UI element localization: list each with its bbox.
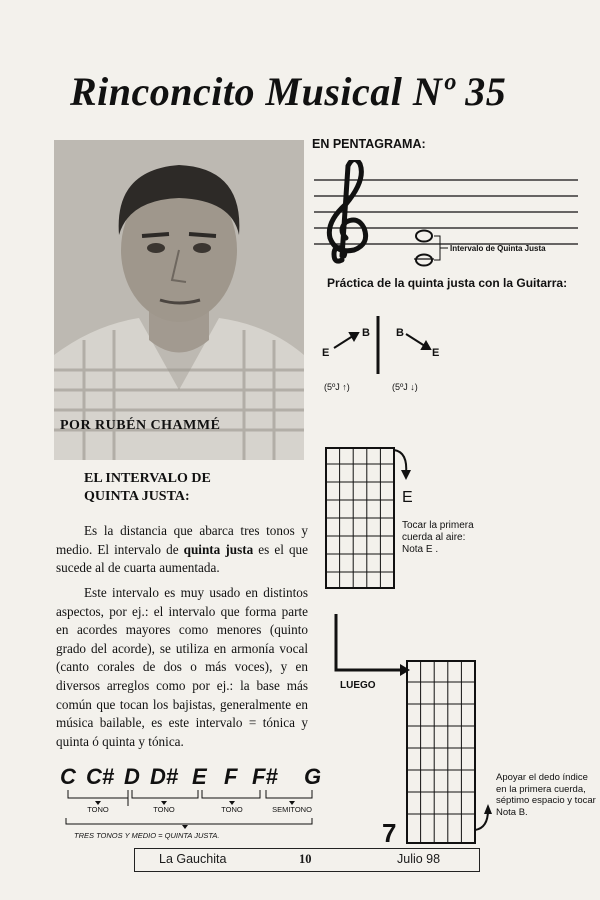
down-caption: (5ºJ ↓) bbox=[392, 382, 418, 392]
article-p1-start: Es la distancia que abarca tres tonos y medio. El intervalo de bbox=[56, 523, 308, 557]
instruction-1-line1: Tocar la primera bbox=[402, 520, 474, 531]
article-p1-bold: quinta justa bbox=[183, 541, 254, 557]
article-p2-text: Este intervalo es muy usado en distintos aspectos, por ej.: el intervalo que forma parte en acordes mayores como menores (quinto grado del acorde), se utiliza en armonía vocal (canto corales de dos o más voces), y en diversos arreglos como por ej.: la base más común que tocan los bajistas, generalmente en música bailable, es este intervalo = tónica y quinta ó quinta y tónica. bbox=[56, 585, 308, 749]
scale-note-g: G bbox=[304, 764, 322, 789]
footer-page-number: 10 bbox=[299, 852, 312, 866]
arrow-down-head-icon bbox=[422, 342, 430, 349]
instruction-2-line1: Apoyar el dedo índice bbox=[496, 772, 588, 783]
scale-step-1: TONO bbox=[87, 805, 109, 814]
interval-bracket bbox=[434, 236, 440, 260]
scale-step-3: TONO bbox=[221, 805, 243, 814]
scale-step-markers bbox=[95, 801, 295, 829]
down-to-note: E bbox=[432, 347, 440, 359]
scale-step-4: SEMITONO bbox=[272, 805, 312, 814]
fretboard-open-string bbox=[322, 444, 422, 594]
scale-note-d: D bbox=[124, 764, 140, 789]
scale-note-d-sharp: D# bbox=[150, 764, 179, 789]
scale-caption: TRES TONOS Y MEDIO = QUINTA JUSTA. bbox=[74, 831, 220, 840]
fret-number: 7 bbox=[382, 818, 397, 848]
instruction-1-line2: cuerda al aire: bbox=[402, 532, 466, 543]
pentagrama-label: EN PENTAGRAMA: bbox=[312, 137, 426, 151]
interval-arrows-diagram bbox=[318, 312, 458, 402]
scale-note-e: E bbox=[192, 764, 207, 789]
portrait-illustration bbox=[54, 140, 304, 460]
treble-clef-icon bbox=[329, 160, 365, 261]
article-paragraph-2 bbox=[56, 584, 308, 751]
footer-publication: La Gauchita bbox=[159, 852, 227, 866]
scale-note-f-sharp: F# bbox=[252, 764, 278, 789]
down-from-note: B bbox=[396, 327, 404, 339]
article-heading bbox=[84, 470, 304, 506]
guitar-practice-title: Práctica de la quinta justa con la Guitarra: bbox=[327, 276, 568, 290]
scale-note-c-sharp: C# bbox=[86, 764, 115, 789]
instruction-1-line3: Nota E . bbox=[402, 544, 439, 555]
instruction-2-line4: Nota B. bbox=[496, 806, 528, 818]
instruction-1 bbox=[402, 520, 474, 556]
interval-label: Intervalo de Quinta Justa bbox=[450, 244, 546, 253]
arrow-up-head-icon bbox=[350, 333, 358, 340]
whole-note-upper bbox=[416, 231, 432, 242]
page-title: Rinconcito Musical Nº 35 bbox=[70, 69, 507, 114]
scale-note-f: F bbox=[224, 764, 238, 789]
luego-label: LUEGO bbox=[340, 680, 376, 690]
article-paragraph-1 bbox=[56, 522, 308, 578]
up-from-note: E bbox=[322, 347, 330, 359]
up-caption: (5ºJ ↑) bbox=[324, 382, 350, 392]
finger-arrow-head-icon bbox=[484, 804, 492, 814]
open-string-note: E bbox=[402, 489, 413, 506]
instruction-2 bbox=[496, 772, 600, 818]
page-footer bbox=[134, 848, 480, 872]
footer-date: Julio 98 bbox=[397, 852, 441, 866]
author-photo bbox=[54, 140, 304, 460]
fretboard-seventh-fret bbox=[404, 658, 494, 848]
article-p1-end: es el que sucede al de cuarta aumentada. bbox=[56, 541, 308, 576]
up-to-note: B bbox=[362, 327, 370, 339]
instruction-2-line2: en la primera cuerda, bbox=[496, 783, 586, 795]
curved-arrow-head-icon bbox=[401, 470, 411, 480]
whole-note-lower bbox=[416, 255, 432, 266]
scale-diagram bbox=[56, 756, 326, 846]
article-heading-line2: QUINTA JUSTA: bbox=[84, 489, 190, 504]
instruction-2-line3: séptimo espacio y tocar bbox=[496, 795, 596, 806]
byline: POR RUBÉN CHAMMÉ bbox=[60, 418, 221, 433]
article-heading-line1: EL INTERVALO DE bbox=[84, 471, 211, 486]
staff-diagram bbox=[308, 160, 593, 275]
scale-step-2: TONO bbox=[153, 805, 175, 814]
scale-note-c: C bbox=[60, 764, 76, 789]
